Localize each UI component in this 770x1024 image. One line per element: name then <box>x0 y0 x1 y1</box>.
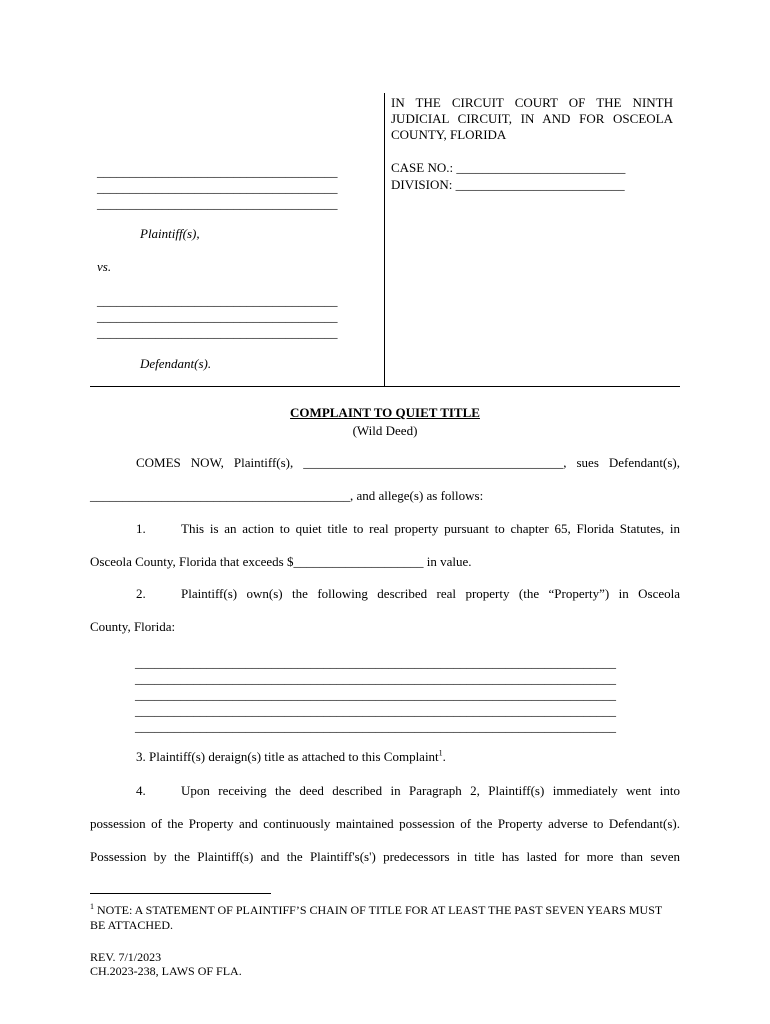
paragraph-3 <box>136 749 446 765</box>
division-field: DIVISION: __________________________ <box>391 177 625 192</box>
plaintiff-label: Plaintiff(s), <box>140 226 200 241</box>
paragraph-1-number: 1. <box>136 521 146 536</box>
property-description-line: __________________________________________________________________________ <box>135 719 616 734</box>
case-number-field: CASE NO.: __________________________ <box>391 160 626 175</box>
defendant-name-line: _____________________________________ <box>97 325 338 340</box>
paragraph-4-line-3: Possession by the Plaintiff(s) and the Plaintiff's(s') predecessors in title has lasted for more than seven <box>90 849 680 864</box>
footnote <box>90 903 680 933</box>
caption-divider-horizontal <box>90 386 680 387</box>
plaintiff-name-line: _____________________________________ <box>97 164 338 179</box>
defendant-label: Defendant(s). <box>140 356 212 371</box>
footnote-mark: 1 <box>90 902 94 911</box>
paragraph-1-line-2: Osceola County, Florida that exceeds $____________________ in value. <box>90 554 472 569</box>
footnote-reference: 1 <box>438 748 443 758</box>
paragraph-3-text: 3. Plaintiff(s) deraign(s) title as attached to this Complaint <box>136 749 439 764</box>
paragraph-2-line-2: County, Florida: <box>90 619 176 634</box>
paragraph-4-line-2: possession of the Property and continuously maintained possession of the Property adverse to Defendant(s). <box>90 816 680 831</box>
defendant-name-line: _____________________________________ <box>97 293 338 308</box>
law-citation: CH.2023-238, LAWS OF FLA. <box>90 964 242 978</box>
property-description-line: __________________________________________________________________________ <box>135 687 616 702</box>
paragraph-2-number: 2. <box>136 586 146 601</box>
paragraph-3-period: . <box>442 749 446 764</box>
comes-now-paragraph: COMES NOW, Plaintiff(s), ________________________________________, sues Defendant(s), <box>136 455 680 470</box>
paragraph-4-number: 4. <box>136 783 146 798</box>
revision-date: REV. 7/1/2023 <box>90 950 162 964</box>
footnote-text: NOTE: A STATEMENT OF PLAINTIFF’S CHAIN OF TITLE FOR AT LEAST THE PAST SEVEN YEARS MUST BE ATTACHED. <box>90 903 663 932</box>
footnote-divider <box>90 893 271 894</box>
document-title: COMPLAINT TO QUIET TITLE <box>290 405 480 420</box>
property-description-line: __________________________________________________________________________ <box>135 671 616 686</box>
plaintiff-name-line: _____________________________________ <box>97 196 338 211</box>
paragraph-2-line-1: Plaintiff(s) own(s) the following described real property (the “Property”) in Osceola <box>181 586 680 601</box>
versus-label: vs. <box>97 259 112 274</box>
paragraph-1-line-1: This is an action to quiet title to real property pursuant to chapter 65, Florida Statutes, in <box>181 521 680 536</box>
paragraph-4-line-1: Upon receiving the deed described in Paragraph 2, Plaintiff(s) immediately went into <box>181 783 680 798</box>
caption-divider-vertical <box>384 93 385 387</box>
property-description-line: __________________________________________________________________________ <box>135 703 616 718</box>
defendant-name-line: _____________________________________ <box>97 309 338 324</box>
document-subtitle: (Wild Deed) <box>352 423 418 438</box>
allege-line: ________________________________________, and allege(s) as follows: <box>90 488 484 503</box>
plaintiff-name-line: _____________________________________ <box>97 180 338 195</box>
property-description-line: __________________________________________________________________________ <box>135 655 616 670</box>
court-heading: IN THE CIRCUIT COURT OF THE NINTH JUDICIAL CIRCUIT, IN AND FOR OSCEOLA COUNTY, FLORIDA <box>391 95 673 142</box>
